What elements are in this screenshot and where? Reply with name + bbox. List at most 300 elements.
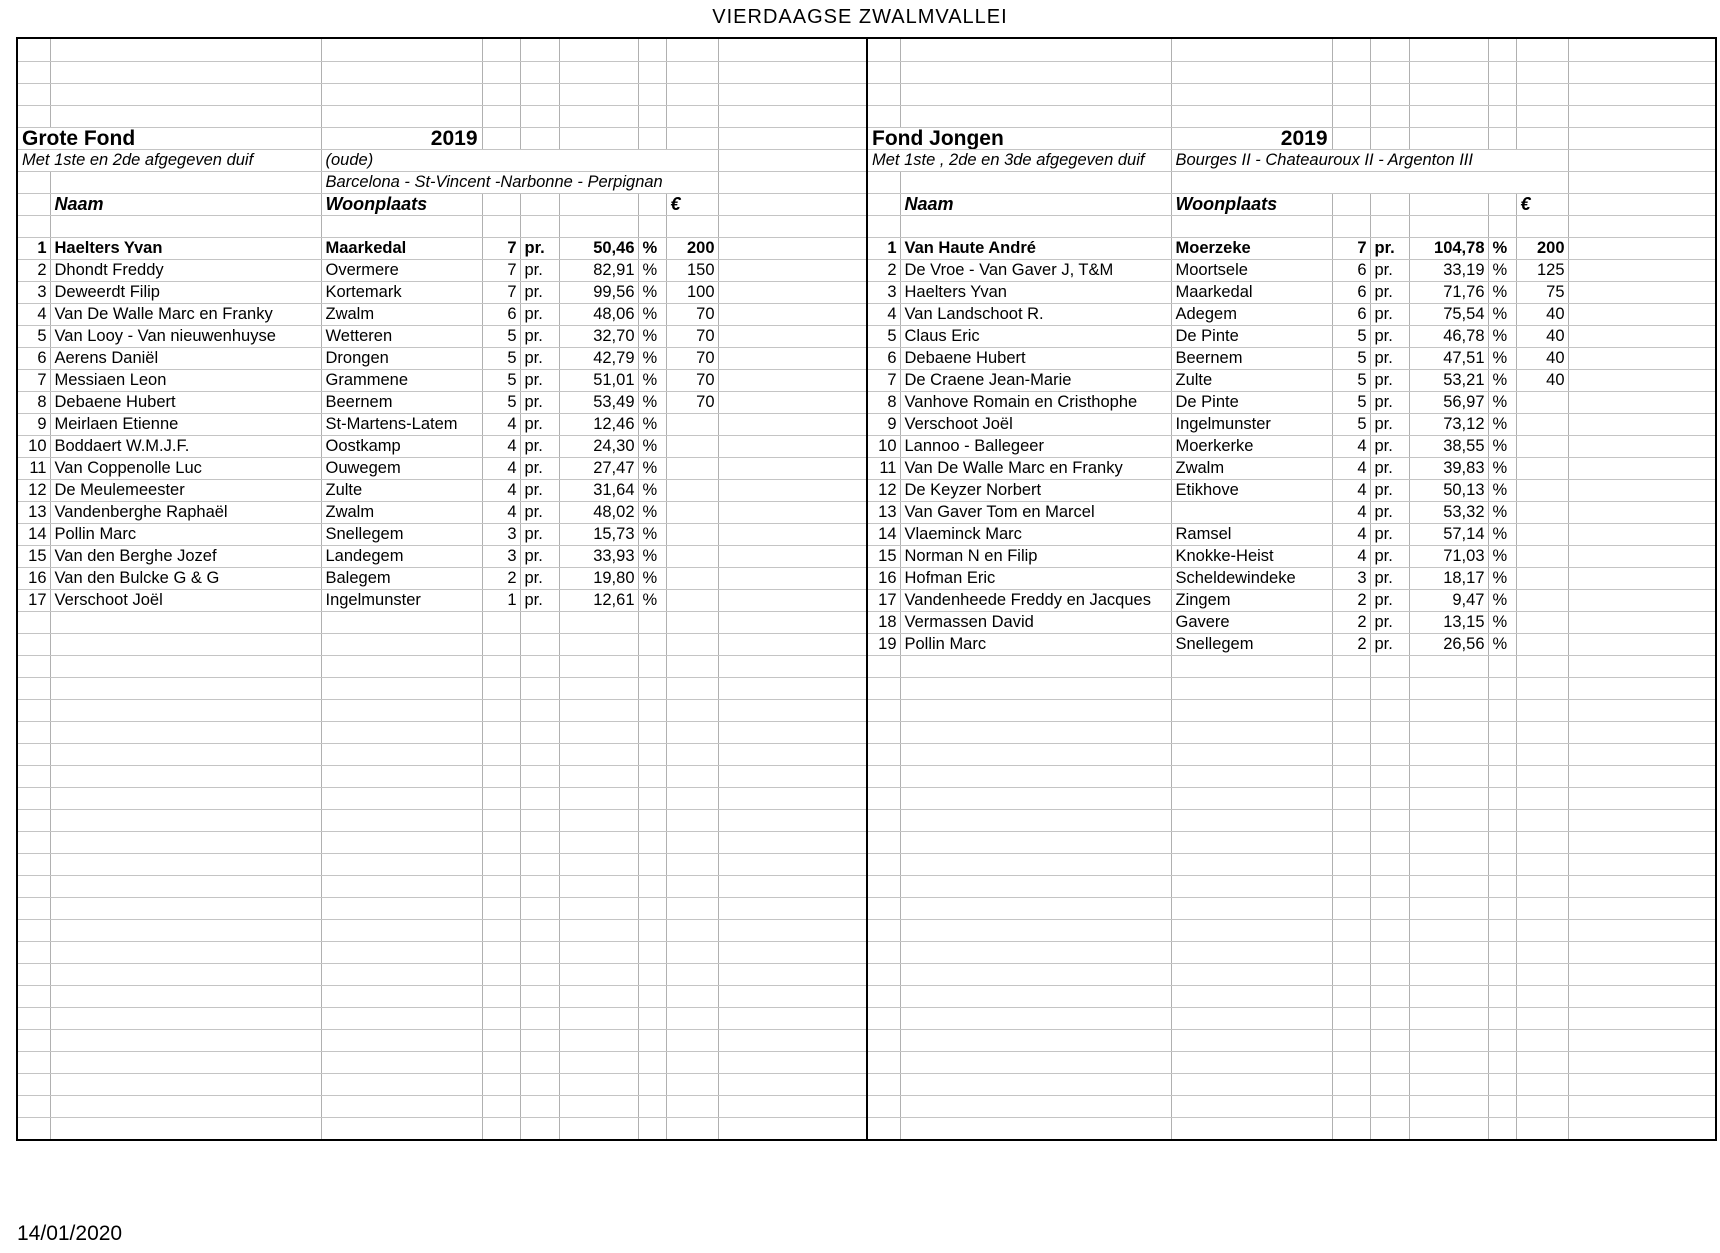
header-euro: € (1516, 193, 1568, 215)
prize-cell (666, 589, 718, 611)
percentage-cell: 53,49 (559, 391, 638, 413)
rank-cell: 14 (18, 523, 50, 545)
result-row (18, 325, 866, 347)
place-cell: Zwalm (321, 303, 482, 325)
unit-cell: pr. (1370, 347, 1409, 369)
unit-cell: pr. (1370, 325, 1409, 347)
empty-row (18, 655, 866, 677)
rank-cell: 16 (868, 567, 900, 589)
percent-sign-cell: % (1488, 435, 1516, 457)
empty-row (18, 919, 866, 941)
count-cell: 2 (1332, 633, 1370, 655)
count-cell: 4 (482, 479, 520, 501)
percent-sign-cell: % (638, 523, 666, 545)
result-row (18, 303, 866, 325)
prize-cell (1516, 589, 1568, 611)
rank-cell: 1 (18, 237, 50, 259)
empty-row (868, 1029, 1715, 1051)
percentage-cell: 19,80 (559, 567, 638, 589)
rank-cell: 4 (18, 303, 50, 325)
unit-cell: pr. (1370, 457, 1409, 479)
name-cell: Verschoot Joël (900, 413, 1171, 435)
percent-sign-cell: % (638, 501, 666, 523)
rank-cell: 12 (18, 479, 50, 501)
name-cell: Boddaert W.M.J.F. (50, 435, 321, 457)
percentage-cell: 48,06 (559, 303, 638, 325)
unit-cell: pr. (1370, 633, 1409, 655)
percent-sign-cell: % (638, 567, 666, 589)
subtitle-row (868, 149, 1715, 171)
percentage-cell: 26,56 (1409, 633, 1488, 655)
place-cell: Overmere (321, 259, 482, 281)
percentage-cell: 42,79 (559, 347, 638, 369)
count-cell: 3 (482, 545, 520, 567)
grote-fond-table (18, 39, 866, 1140)
unit-cell: pr. (520, 259, 559, 281)
prize-cell: 200 (666, 237, 718, 259)
percent-sign-cell: % (1488, 325, 1516, 347)
unit-cell: pr. (1370, 567, 1409, 589)
title-row (868, 127, 1715, 149)
rank-cell: 15 (18, 545, 50, 567)
percentage-cell: 99,56 (559, 281, 638, 303)
empty-row (868, 655, 1715, 677)
name-cell: Pollin Marc (50, 523, 321, 545)
prize-cell (666, 501, 718, 523)
result-row (868, 523, 1715, 545)
name-cell: Pollin Marc (900, 633, 1171, 655)
percent-sign-cell: % (638, 479, 666, 501)
percent-sign-cell: % (1488, 523, 1516, 545)
empty-row (868, 897, 1715, 919)
result-row (868, 611, 1715, 633)
percent-sign-cell: % (638, 589, 666, 611)
empty-row (868, 105, 1715, 127)
percentage-cell: 56,97 (1409, 391, 1488, 413)
count-cell: 5 (482, 391, 520, 413)
result-row (868, 347, 1715, 369)
count-cell: 4 (482, 457, 520, 479)
unit-cell: pr. (520, 391, 559, 413)
empty-row (868, 985, 1715, 1007)
percent-sign-cell: % (1488, 303, 1516, 325)
result-row (868, 391, 1715, 413)
empty-row (18, 611, 866, 633)
name-cell: Van Haute André (900, 237, 1171, 259)
header-place: Woonplaats (1171, 193, 1332, 215)
unit-cell: pr. (1370, 391, 1409, 413)
prize-cell: 70 (666, 325, 718, 347)
count-cell: 5 (482, 325, 520, 347)
prize-cell: 70 (666, 347, 718, 369)
unit-cell: pr. (520, 435, 559, 457)
percent-sign-cell: % (638, 457, 666, 479)
name-cell: Haelters Yvan (50, 237, 321, 259)
prize-cell: 150 (666, 259, 718, 281)
percentage-cell: 82,91 (559, 259, 638, 281)
empty-row (868, 875, 1715, 897)
empty-row (18, 699, 866, 721)
empty-row (18, 1007, 866, 1029)
empty-row (868, 941, 1715, 963)
name-cell: Van den Bulcke G & G (50, 567, 321, 589)
count-cell: 4 (1332, 523, 1370, 545)
empty-row (18, 787, 866, 809)
name-cell: De Keyzer Norbert (900, 479, 1171, 501)
empty-row (18, 39, 866, 61)
prize-cell: 40 (1516, 303, 1568, 325)
count-cell: 2 (482, 567, 520, 589)
empty-row (18, 721, 866, 743)
name-cell: De Craene Jean-Marie (900, 369, 1171, 391)
section-category: (oude) (321, 149, 718, 171)
place-cell: Maarkedal (1171, 281, 1332, 303)
percentage-cell: 48,02 (559, 501, 638, 523)
percent-sign-cell: % (638, 435, 666, 457)
percent-sign-cell: % (638, 303, 666, 325)
count-cell: 5 (1332, 391, 1370, 413)
name-cell: Van De Walle Marc en Franky (50, 303, 321, 325)
rank-cell: 1 (868, 237, 900, 259)
name-cell: Claus Eric (900, 325, 1171, 347)
rank-cell: 16 (18, 567, 50, 589)
place-cell: Knokke-Heist (1171, 545, 1332, 567)
prize-cell: 100 (666, 281, 718, 303)
unit-cell: pr. (1370, 259, 1409, 281)
empty-row (18, 1095, 866, 1117)
rank-cell: 6 (868, 347, 900, 369)
percent-sign-cell: % (638, 259, 666, 281)
rank-cell: 17 (18, 589, 50, 611)
count-cell: 5 (482, 369, 520, 391)
prize-cell (666, 545, 718, 567)
place-cell: Snellegem (321, 523, 482, 545)
percent-sign-cell: % (1488, 369, 1516, 391)
percent-sign-cell: % (1488, 457, 1516, 479)
percentage-cell: 75,54 (1409, 303, 1488, 325)
prize-cell (666, 479, 718, 501)
result-row (18, 457, 866, 479)
place-cell: Ramsel (1171, 523, 1332, 545)
place-cell: Moerkerke (1171, 435, 1332, 457)
percentage-cell: 71,03 (1409, 545, 1488, 567)
percentage-cell: 13,15 (1409, 611, 1488, 633)
rank-cell: 10 (868, 435, 900, 457)
prize-cell: 200 (1516, 237, 1568, 259)
unit-cell: pr. (520, 325, 559, 347)
percent-sign-cell: % (1488, 479, 1516, 501)
rank-cell: 4 (868, 303, 900, 325)
result-row (868, 281, 1715, 303)
prize-cell: 70 (666, 303, 718, 325)
count-cell: 6 (1332, 259, 1370, 281)
rank-cell: 18 (868, 611, 900, 633)
percentage-cell: 33,19 (1409, 259, 1488, 281)
empty-row (18, 897, 866, 919)
unit-cell: pr. (520, 479, 559, 501)
result-row (18, 391, 866, 413)
result-row (18, 369, 866, 391)
percentage-cell: 9,47 (1409, 589, 1488, 611)
prize-cell: 70 (666, 391, 718, 413)
empty-row (868, 1117, 1715, 1139)
result-row (868, 567, 1715, 589)
grote-fond-sheet (16, 37, 868, 1141)
place-cell: Beernem (1171, 347, 1332, 369)
prize-cell: 40 (1516, 347, 1568, 369)
empty-row (868, 1073, 1715, 1095)
empty-row (868, 919, 1715, 941)
grote-fond-body (18, 39, 866, 1139)
percentage-cell: 71,76 (1409, 281, 1488, 303)
prize-cell (666, 567, 718, 589)
unit-cell: pr. (1370, 501, 1409, 523)
result-row (868, 589, 1715, 611)
name-cell: Vanhove Romain en Cristhophe (900, 391, 1171, 413)
place-cell: Moerzeke (1171, 237, 1332, 259)
empty-row (18, 809, 866, 831)
place-cell: Oostkamp (321, 435, 482, 457)
name-cell: Van Coppenolle Luc (50, 457, 321, 479)
fond-jongen-body (868, 39, 1715, 1139)
name-cell: Van Gaver Tom en Marcel (900, 501, 1171, 523)
empty-row (868, 765, 1715, 787)
unit-cell: pr. (520, 237, 559, 259)
result-row (868, 259, 1715, 281)
count-cell: 6 (1332, 303, 1370, 325)
unit-cell: pr. (520, 567, 559, 589)
unit-cell: pr. (520, 523, 559, 545)
empty-row (868, 61, 1715, 83)
unit-cell: pr. (520, 501, 559, 523)
empty-row (18, 677, 866, 699)
prize-cell (1516, 479, 1568, 501)
rank-cell: 12 (868, 479, 900, 501)
document-title: VIERDAAGSE ZWALMVALLEI (712, 6, 1008, 28)
result-row (868, 413, 1715, 435)
name-cell: Vlaeminck Marc (900, 523, 1171, 545)
title-row (18, 127, 866, 149)
rank-cell: 8 (868, 391, 900, 413)
place-cell: Scheldewindeke (1171, 567, 1332, 589)
percent-sign-cell: % (1488, 611, 1516, 633)
result-row (18, 237, 866, 259)
section-year: 2019 (321, 127, 482, 149)
empty-row (18, 633, 866, 655)
unit-cell: pr. (520, 347, 559, 369)
unit-cell: pr. (520, 281, 559, 303)
percent-sign-cell: % (1488, 347, 1516, 369)
percent-sign-cell: % (638, 281, 666, 303)
rank-cell: 2 (18, 259, 50, 281)
empty-row (868, 83, 1715, 105)
empty-row (18, 985, 866, 1007)
percentage-cell: 15,73 (559, 523, 638, 545)
result-row (18, 281, 866, 303)
count-cell: 4 (482, 501, 520, 523)
percentage-cell: 104,78 (1409, 237, 1488, 259)
percent-sign-cell: % (1488, 545, 1516, 567)
prize-cell (666, 413, 718, 435)
rank-cell: 13 (18, 501, 50, 523)
prize-cell: 40 (1516, 369, 1568, 391)
count-cell: 4 (482, 435, 520, 457)
prize-cell (1516, 567, 1568, 589)
rank-cell: 13 (868, 501, 900, 523)
percentage-cell: 51,01 (559, 369, 638, 391)
empty-row (18, 1073, 866, 1095)
place-cell: Gavere (1171, 611, 1332, 633)
place-cell: Snellegem (1171, 633, 1332, 655)
place-cell: De Pinte (1171, 391, 1332, 413)
name-cell: Vandenberghe Raphaël (50, 501, 321, 523)
rank-cell: 10 (18, 435, 50, 457)
unit-cell: pr. (1370, 303, 1409, 325)
count-cell: 4 (1332, 479, 1370, 501)
percent-sign-cell: % (1488, 589, 1516, 611)
rank-cell: 6 (18, 347, 50, 369)
rank-cell: 5 (18, 325, 50, 347)
percentage-cell: 50,46 (559, 237, 638, 259)
prize-cell: 40 (1516, 325, 1568, 347)
percentage-cell: 27,47 (559, 457, 638, 479)
result-row (18, 479, 866, 501)
header-name: Naam (900, 193, 1171, 215)
percent-sign-cell: % (1488, 501, 1516, 523)
empty-row (868, 963, 1715, 985)
percent-sign-cell: % (1488, 237, 1516, 259)
percent-sign-cell: % (638, 369, 666, 391)
header-name: Naam (50, 193, 321, 215)
races-row (868, 171, 1715, 193)
section-races (1171, 171, 1568, 193)
name-cell: Van De Walle Marc en Franky (900, 457, 1171, 479)
empty-row (18, 83, 866, 105)
prize-cell (1516, 413, 1568, 435)
count-cell: 3 (482, 523, 520, 545)
percentage-cell: 18,17 (1409, 567, 1488, 589)
count-cell: 5 (1332, 369, 1370, 391)
empty-row (868, 853, 1715, 875)
percent-sign-cell: % (638, 545, 666, 567)
name-cell: Vandenheede Freddy en Jacques (900, 589, 1171, 611)
place-cell: Zwalm (1171, 457, 1332, 479)
result-row (18, 501, 866, 523)
prize-cell (1516, 501, 1568, 523)
percentage-cell: 24,30 (559, 435, 638, 457)
empty-row (18, 61, 866, 83)
empty-row (18, 743, 866, 765)
place-cell: Zwalm (321, 501, 482, 523)
name-cell: Deweerdt Filip (50, 281, 321, 303)
place-cell: Maarkedal (321, 237, 482, 259)
percent-sign-cell: % (638, 391, 666, 413)
count-cell: 4 (1332, 457, 1370, 479)
section-subtitle: Met 1ste en 2de afgegeven duif (18, 149, 321, 171)
name-cell: Norman N en Filip (900, 545, 1171, 567)
rank-cell: 8 (18, 391, 50, 413)
place-cell: Ingelmunster (1171, 413, 1332, 435)
count-cell: 4 (1332, 545, 1370, 567)
percentage-cell: 53,32 (1409, 501, 1488, 523)
empty-row (18, 1051, 866, 1073)
name-cell: Haelters Yvan (900, 281, 1171, 303)
unit-cell: pr. (1370, 281, 1409, 303)
percentage-cell: 50,13 (1409, 479, 1488, 501)
name-cell: De Meulemeester (50, 479, 321, 501)
place-cell: Drongen (321, 347, 482, 369)
name-cell: De Vroe - Van Gaver J, T&M (900, 259, 1171, 281)
rank-cell: 14 (868, 523, 900, 545)
prize-cell (666, 457, 718, 479)
races-row (18, 171, 866, 193)
name-cell: Hofman Eric (900, 567, 1171, 589)
rank-cell: 7 (868, 369, 900, 391)
prize-cell (1516, 523, 1568, 545)
rank-cell: 7 (18, 369, 50, 391)
empty-row (18, 963, 866, 985)
rank-cell: 19 (868, 633, 900, 655)
count-cell: 6 (482, 303, 520, 325)
result-row (18, 435, 866, 457)
header-row (18, 193, 866, 215)
name-cell: Van den Berghe Jozef (50, 545, 321, 567)
result-row (868, 457, 1715, 479)
count-cell: 6 (1332, 281, 1370, 303)
unit-cell: pr. (1370, 435, 1409, 457)
name-cell: Lannoo - Ballegeer (900, 435, 1171, 457)
place-cell: Etikhove (1171, 479, 1332, 501)
percentage-cell: 12,61 (559, 589, 638, 611)
rank-cell: 15 (868, 545, 900, 567)
unit-cell: pr. (1370, 611, 1409, 633)
header-place: Woonplaats (321, 193, 482, 215)
percent-sign-cell: % (1488, 633, 1516, 655)
name-cell: Messiaen Leon (50, 369, 321, 391)
empty-row (868, 677, 1715, 699)
place-cell: Landegem (321, 545, 482, 567)
result-row (868, 325, 1715, 347)
result-row (868, 479, 1715, 501)
percentage-cell: 73,12 (1409, 413, 1488, 435)
place-cell: De Pinte (1171, 325, 1332, 347)
percent-sign-cell: % (1488, 567, 1516, 589)
rank-cell: 11 (868, 457, 900, 479)
name-cell: Van Landschoot R. (900, 303, 1171, 325)
section-category: Bourges II - Chateauroux II - Argenton III (1171, 149, 1568, 171)
prize-cell (666, 523, 718, 545)
percent-sign-cell: % (1488, 413, 1516, 435)
place-cell: Beernem (321, 391, 482, 413)
result-row (18, 259, 866, 281)
rank-cell: 9 (18, 413, 50, 435)
unit-cell: pr. (1370, 369, 1409, 391)
section-year: 2019 (1171, 127, 1332, 149)
percent-sign-cell: % (1488, 391, 1516, 413)
rank-cell: 3 (18, 281, 50, 303)
place-cell: Moortsele (1171, 259, 1332, 281)
unit-cell: pr. (1370, 545, 1409, 567)
result-row (18, 567, 866, 589)
place-cell: Kortemark (321, 281, 482, 303)
count-cell: 4 (1332, 501, 1370, 523)
percentage-cell: 39,83 (1409, 457, 1488, 479)
name-cell: Debaene Hubert (900, 347, 1171, 369)
name-cell: Aerens Daniël (50, 347, 321, 369)
result-row (868, 435, 1715, 457)
empty-row (18, 215, 866, 237)
empty-row (868, 699, 1715, 721)
